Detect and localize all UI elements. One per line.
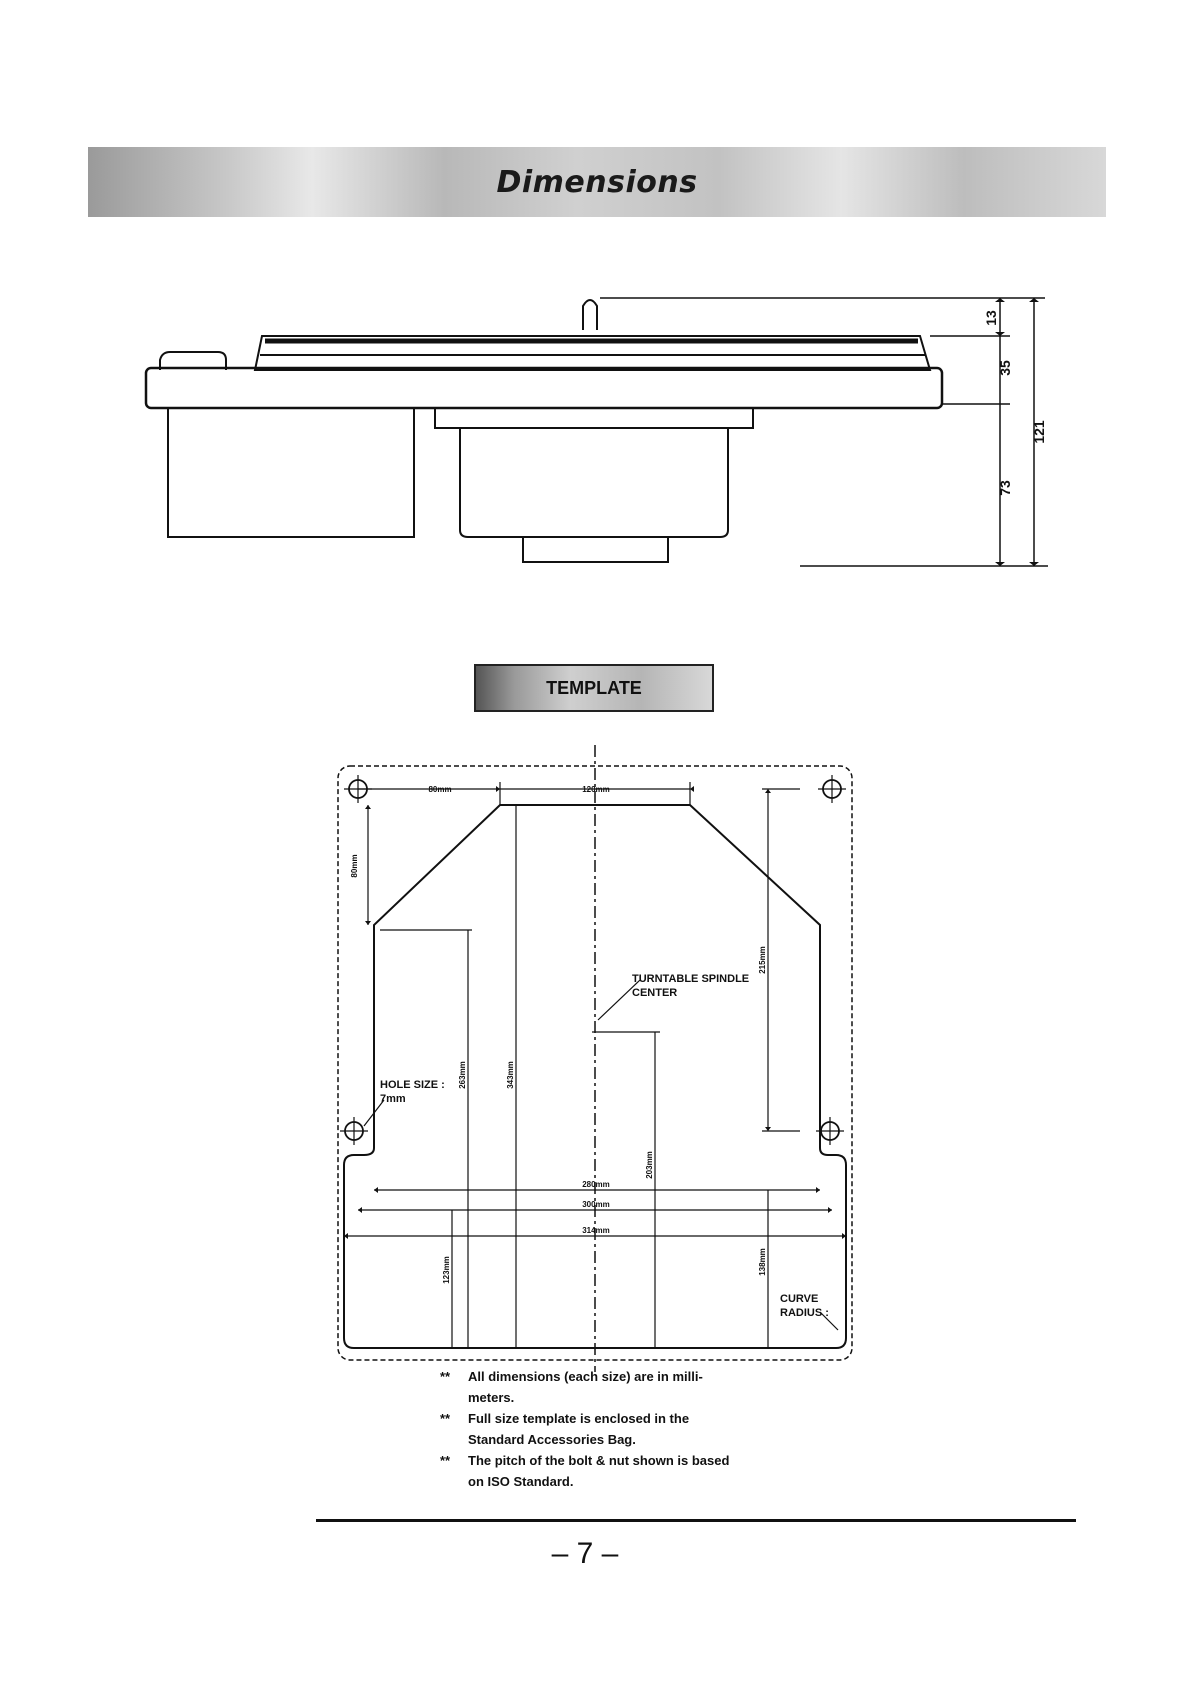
dim-203mm: 203mm bbox=[645, 1151, 654, 1179]
dim-280mm: 280mm bbox=[582, 1180, 610, 1189]
dim-35: 35 bbox=[997, 360, 1013, 376]
page-title: Dimensions bbox=[496, 164, 698, 200]
dim-123mm: 123mm bbox=[442, 1256, 451, 1284]
dim-80mm-height: 80mm bbox=[350, 854, 359, 878]
dim-300mm: 300mm bbox=[582, 1200, 610, 1209]
spindle-label-line2: CENTER bbox=[632, 987, 678, 999]
hole-size-value: 7mm bbox=[380, 1093, 406, 1105]
dim-263mm: 263mm bbox=[458, 1061, 467, 1089]
hole-size-label: HOLE SIZE : bbox=[380, 1079, 445, 1091]
page-number: – 7 – bbox=[551, 1537, 619, 1570]
template-label-text: TEMPLATE bbox=[546, 677, 642, 698]
note-item bbox=[440, 1408, 740, 1450]
curve-label-line1: CURVE bbox=[780, 1293, 819, 1305]
dim-314mm: 314mm bbox=[582, 1226, 610, 1235]
spindle-label-line1: TURNTABLE SPINDLE bbox=[632, 973, 750, 985]
note-item bbox=[440, 1450, 740, 1492]
dim-73: 73 bbox=[997, 480, 1013, 496]
dim-120mm: 120mm bbox=[582, 785, 610, 794]
dim-215mm: 215mm bbox=[758, 946, 767, 974]
dim-13: 13 bbox=[983, 310, 999, 326]
dim-80mm-width: 80mm bbox=[428, 785, 452, 794]
dim-138mm: 138mm bbox=[758, 1248, 767, 1276]
dim-343mm: 343mm bbox=[506, 1061, 515, 1089]
note-mark: ** bbox=[440, 1369, 451, 1384]
note-text: The pitch of the bolt & nut shown is based on ISO Standard. bbox=[468, 1453, 730, 1489]
notes bbox=[440, 1366, 740, 1492]
note-item bbox=[440, 1366, 740, 1408]
note-text: All dimensions (each size) are in milli-meters. bbox=[468, 1369, 703, 1405]
dim-121: 121 bbox=[1031, 420, 1047, 444]
footer-rule bbox=[316, 1519, 1076, 1522]
note-mark: ** bbox=[440, 1453, 451, 1468]
note-mark: ** bbox=[440, 1411, 451, 1426]
curve-label-line2: RADIUS : bbox=[780, 1307, 829, 1319]
note-text: Full size template is enclosed in the Standard Accessories Bag. bbox=[468, 1411, 690, 1447]
